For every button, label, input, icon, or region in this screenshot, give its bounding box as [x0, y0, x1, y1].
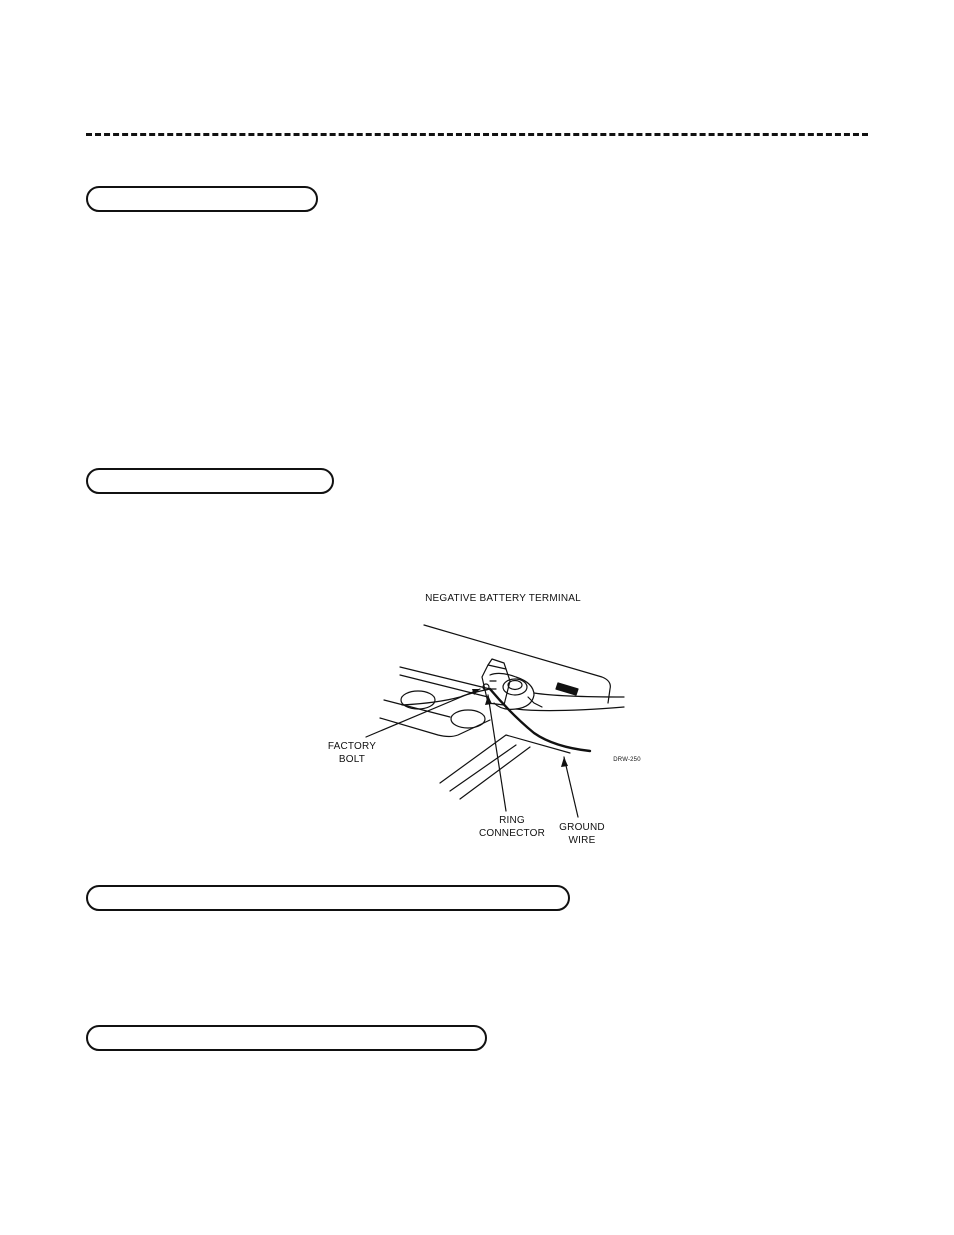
battery-terminal-figure: [320, 585, 650, 855]
section-heading-box-4: [86, 1025, 487, 1051]
factory-bolt-label: FACTORY BOLT: [327, 741, 377, 765]
ring-connector-label: RING CONNECTOR: [478, 815, 546, 839]
ground-wire-label: GROUND WIRE: [559, 822, 605, 846]
figure-title: NEGATIVE BATTERY TERMINAL: [425, 593, 581, 604]
dashed-divider: [86, 133, 868, 136]
section-heading-box-1: [86, 186, 318, 212]
section-heading-box-2: [86, 468, 334, 494]
drawing-code-label: DRW-250: [613, 757, 641, 763]
section-heading-box-3: [86, 885, 570, 911]
